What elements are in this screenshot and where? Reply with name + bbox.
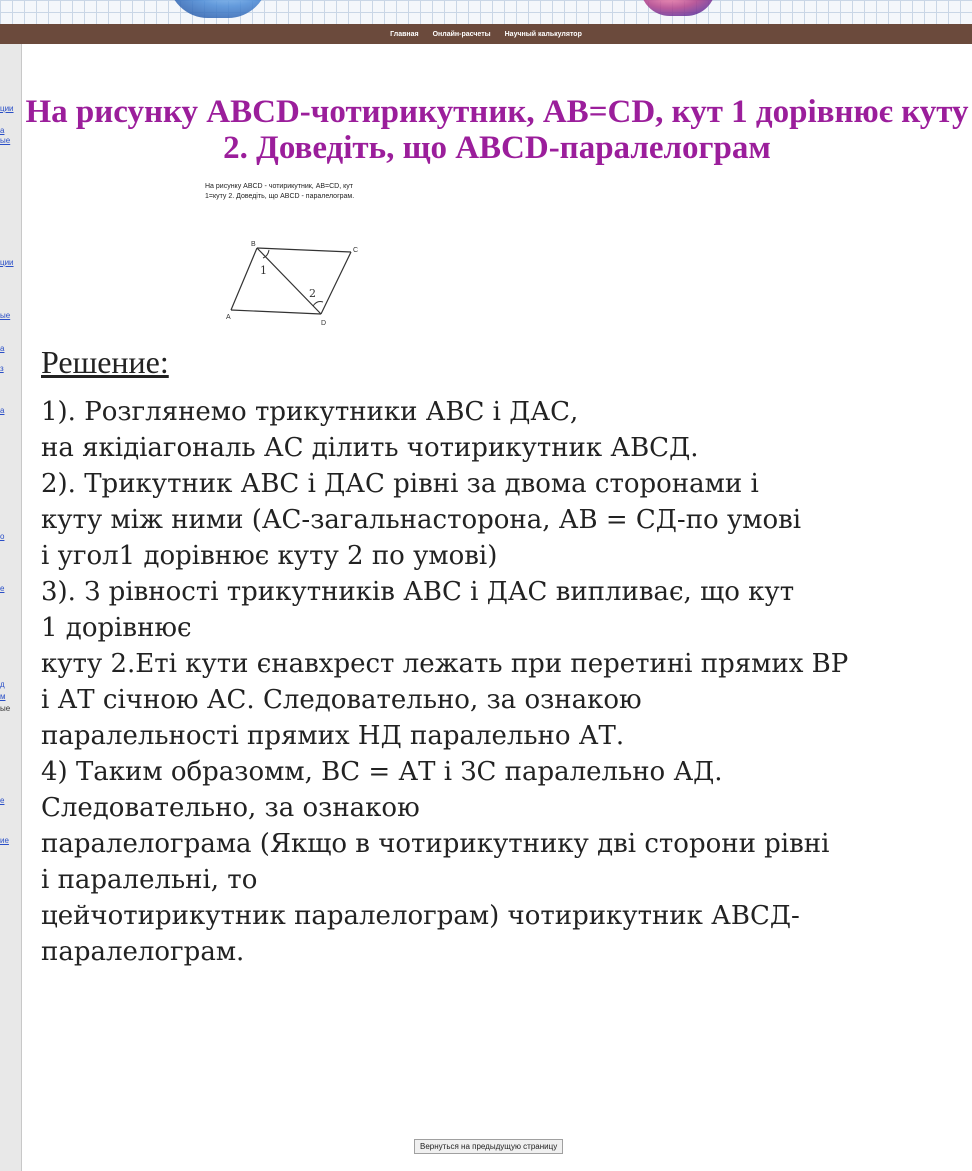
- vertex-label-d: D: [321, 320, 327, 327]
- solution-line: і АТ січною АС. Следовательно, за ознакою: [41, 685, 642, 715]
- solution-line: 2). Трикутник АВС і ДАС рівні за двома сторонами і: [41, 469, 759, 499]
- figure-caption-line: 1=куту 2. Доведіть, що ABCD - паралелограм.: [205, 193, 355, 200]
- left-sidebar: [0, 44, 22, 1171]
- nav-link-home[interactable]: Главная: [390, 30, 419, 38]
- diagonal-bd: [257, 248, 321, 314]
- solution-line: 1 дорівнює: [41, 613, 192, 643]
- top-banner: [0, 0, 972, 24]
- solution-line: на якідіагональ АС ділить чотирикутник АВСД.: [41, 433, 699, 463]
- sidebar-link[interactable]: а: [0, 344, 5, 353]
- sidebar-link[interactable]: д: [0, 680, 5, 689]
- parallelogram-drawing: [205, 182, 405, 332]
- sidebar-link[interactable]: ые: [0, 311, 11, 320]
- sidebar-link[interactable]: ие: [0, 836, 9, 845]
- angle-label-2: 2: [309, 287, 316, 300]
- figure-caption-line: На рисунку ABCD - чотирикутник, AB=CD, кут: [205, 183, 353, 190]
- page-title: На рисунку ABCD-чотирикутник, AB=CD, кут 1 дорівнює куту 2. Доведіть, що ABCD-паралелограм: [25, 94, 969, 166]
- sidebar-link[interactable]: з: [0, 364, 4, 373]
- nav-link-scientific-calculator[interactable]: Научный калькулятор: [504, 30, 582, 38]
- solution-line: 4) Таким образомм, ВС = АТ і ЗС паралельно АД.: [41, 757, 723, 787]
- solution-line: 1). Розглянемо трикутники АВС і ДАС,: [41, 397, 579, 427]
- solution-line: куту 2.Еті кути єнавхрест лежать при перетині прямих ВР: [41, 649, 849, 679]
- solution-heading: Решение:: [41, 344, 169, 380]
- side-bc: [257, 248, 351, 252]
- side-ab: [231, 248, 257, 310]
- problem-figure: [205, 182, 405, 332]
- angle-2-arc: [313, 302, 323, 307]
- sidebar-link[interactable]: ции: [0, 258, 14, 267]
- sidebar-link[interactable]: м: [0, 692, 6, 701]
- solution-line: куту між ними (АС-загальнасторона, АВ = СД-по умові: [41, 505, 802, 535]
- main-content: [22, 44, 972, 1171]
- sidebar-link[interactable]: ые: [0, 136, 11, 145]
- angle-label-1: 1: [260, 264, 267, 277]
- solution-line: і угол1 дорівнює куту 2 по умові): [41, 541, 498, 571]
- sidebar-link[interactable]: а: [0, 126, 5, 135]
- back-to-previous-page-button[interactable]: Вернуться на предыдущую страницу: [414, 1139, 563, 1154]
- solution-line: паралелограма (Якщо в чотирикутнику дві сторони рівні: [41, 829, 830, 859]
- sidebar-link[interactable]: ции: [0, 104, 14, 113]
- sidebar-link[interactable]: е: [0, 796, 5, 805]
- banner-graphic-right: [640, 0, 716, 16]
- vertex-label-a: A: [226, 314, 231, 321]
- vertex-label-b: B: [251, 241, 256, 248]
- solution-line: цейчотирикутник паралелограм) чотирикутник АВСД-: [41, 901, 800, 931]
- solution-line: і паралельні, то: [41, 865, 258, 895]
- sidebar-link[interactable]: е: [0, 584, 5, 593]
- sidebar-text: ые: [0, 704, 11, 713]
- banner-graphic-left: [168, 0, 268, 18]
- vertex-label-c: C: [353, 247, 359, 254]
- main-nav: [0, 24, 972, 44]
- side-ad: [231, 310, 321, 314]
- solution-line: 3). З рівності трикутників АВС і ДАС випливає, що кут: [41, 577, 795, 607]
- sidebar-link[interactable]: а: [0, 406, 5, 415]
- solution-line: Следовательно, за ознакою: [41, 793, 420, 823]
- side-cd: [321, 252, 351, 314]
- solution-line: паралелограм.: [41, 937, 245, 967]
- solution-text: [41, 394, 966, 970]
- solution-line: паралельності прямих НД паралельно АТ.: [41, 721, 625, 751]
- nav-link-online-calculations[interactable]: Онлайн-расчеты: [432, 30, 491, 38]
- sidebar-link[interactable]: о: [0, 532, 5, 541]
